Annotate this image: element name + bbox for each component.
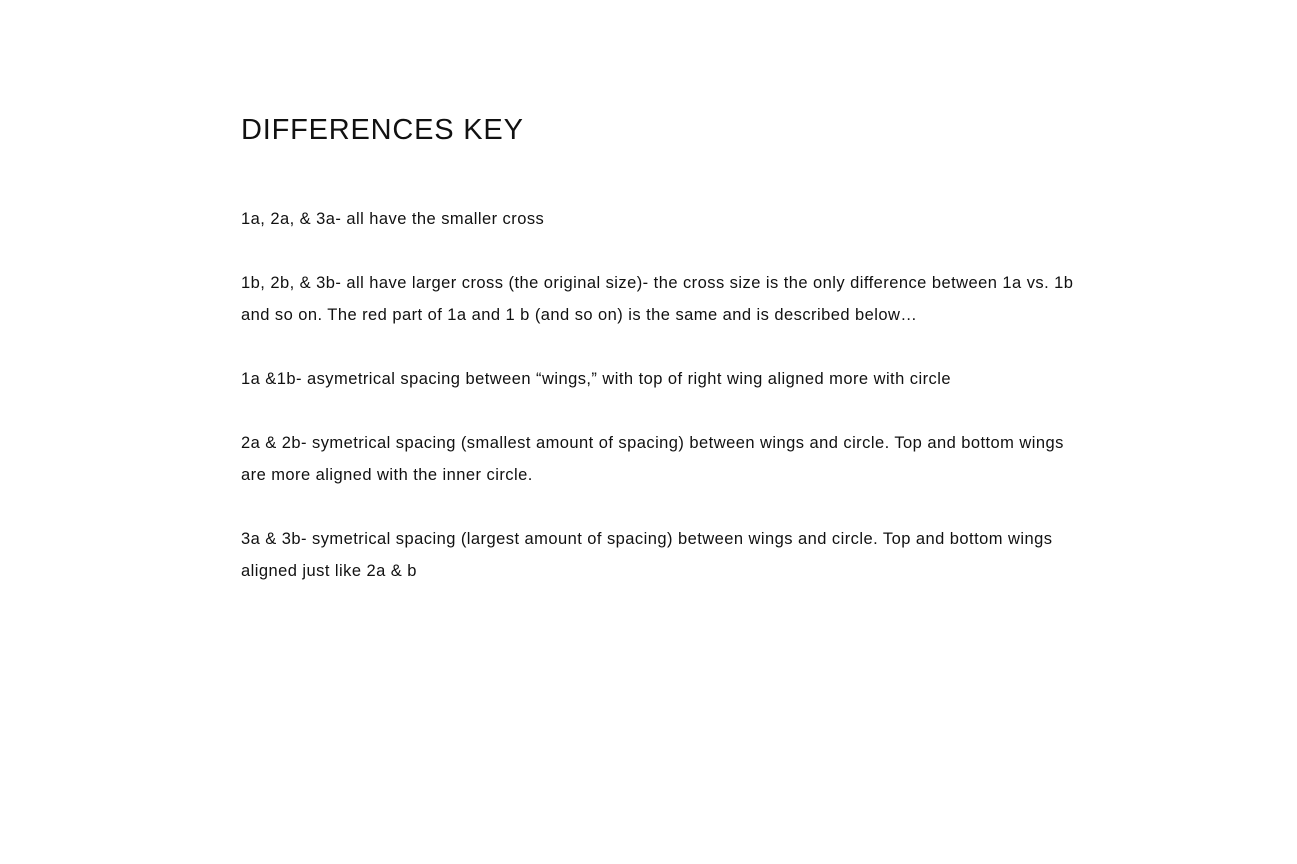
document-title: DIFFERENCES KEY — [241, 114, 524, 146]
paragraph-variant-3: 3a & 3b- symetrical spacing (largest amount of spacing) between wings and circle. Top and bottom wings aligned just like 2a & b — [241, 530, 1053, 580]
paragraph-variant-2: 2a & 2b- symetrical spacing (smallest amount of spacing) between wings and circle. Top and bottom wings are more aligned with the inner circle. — [241, 434, 1064, 484]
document-body — [241, 203, 1081, 587]
paragraph-cross-large: 1b, 2b, & 3b- all have larger cross (the original size)- the cross size is the only difference between 1a vs. 1b and so on. The red part of 1a and 1 b (and so on) is the same and is described below… — [241, 274, 1074, 324]
paragraph-cross-small: 1a, 2a, & 3a- all have the smaller cross — [241, 210, 545, 228]
paragraph-variant-1: 1a &1b- asymetrical spacing between “wings,” with top of right wing aligned more with circle — [241, 370, 951, 388]
document-page — [241, 112, 1081, 619]
